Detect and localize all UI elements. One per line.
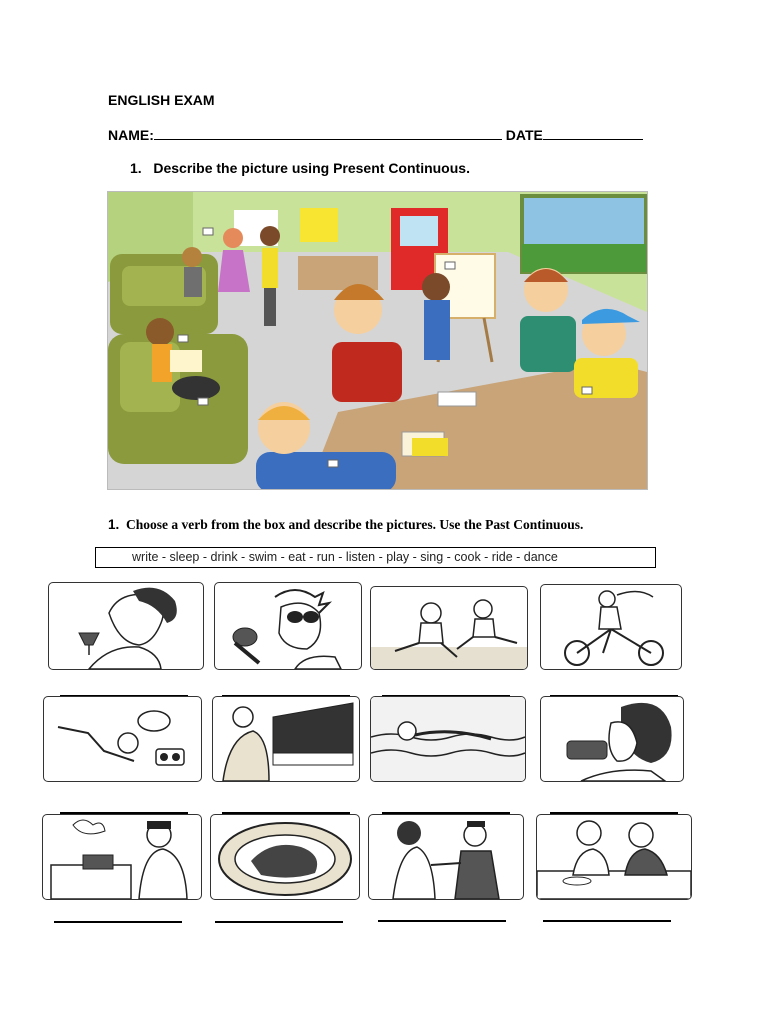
picture-man-cooking: [42, 814, 202, 900]
date-field[interactable]: [543, 126, 643, 140]
picture-boys-running: [370, 586, 528, 670]
question-2: [108, 517, 583, 533]
verb-box: write - sleep - drink - swim - eat - run - listen - play - sing - cook - ride - dance: [95, 547, 656, 568]
classroom-scene-image: [107, 191, 648, 490]
answer-line[interactable]: [543, 920, 671, 922]
question-1: [130, 160, 470, 176]
name-date-line: [108, 126, 643, 143]
exam-title: ENGLISH EXAM: [108, 92, 215, 108]
picture-couple-dancing: [368, 814, 524, 900]
name-label: NAME:: [108, 127, 154, 143]
picture-dog-sleeping: [210, 814, 360, 900]
picture-man-singing: [214, 582, 362, 670]
question-2-number: 1.: [108, 517, 120, 532]
picture-woman-drinking: [48, 582, 204, 670]
picture-woman-eating: [540, 696, 684, 782]
answer-line[interactable]: [215, 921, 343, 923]
name-field[interactable]: [154, 126, 502, 140]
answer-line[interactable]: [378, 920, 506, 922]
date-label: DATE: [505, 127, 543, 143]
question-2-instruction: Choose a verb from the box and describe the pictures. Use the Past Continuous.: [126, 517, 584, 532]
question-1-number: 1.: [130, 160, 142, 176]
picture-woman-playing-piano: [212, 696, 360, 782]
question-1-instruction: Describe the picture using Present Continuous.: [153, 160, 470, 176]
answer-line[interactable]: [54, 921, 182, 923]
picture-men-eating: [536, 814, 692, 900]
picture-girl-riding-bicycle: [540, 584, 682, 670]
picture-man-swimming: [370, 696, 526, 782]
picture-boy-listening: [43, 696, 202, 782]
